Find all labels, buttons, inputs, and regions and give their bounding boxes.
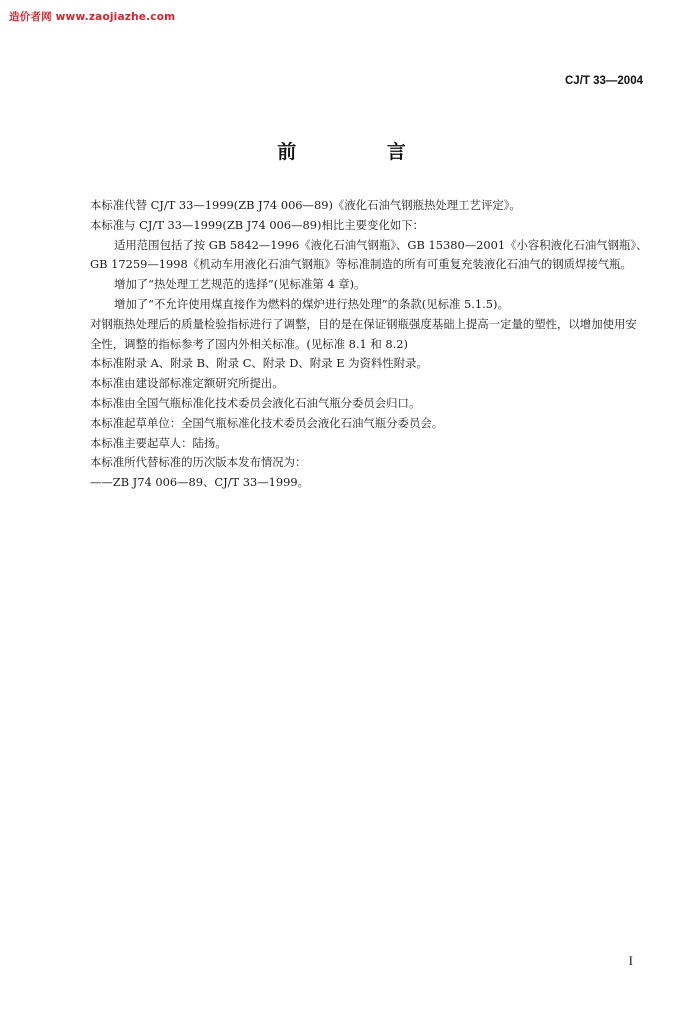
paragraph-centralized-by: 本标准由全国气瓶标准化技术委员会液化石油气瓶分委员会归口。 — [90, 395, 421, 410]
foreword-body — [90, 196, 648, 493]
paragraph-appendices: 本标准附录 A、附录 B、附录 C、附录 D、附录 E 为资料性附录。 — [90, 356, 428, 371]
paragraph-quality-indicators: 对钢瓶热处理后的质量检验指标进行了调整，目的是在保证钢瓶强度基础上提高一定量的塑性，以增加使用安全性，调整的指标参考了国内外相关标准。(见标准 8.1 和 8.2) — [90, 316, 637, 351]
paragraph-heat-treatment-selection: 增加了“热处理工艺规范的选择”(见标准第 4 章)。 — [114, 277, 366, 292]
paragraph-changes-intro: 本标准与 CJ/T 33—1999(ZB J74 006—89)相比主要变化如下： — [90, 217, 425, 232]
standard-number: CJ/T 33—2004 — [565, 75, 643, 87]
paragraph-history-intro: 本标准所代替标准的历次版本发布情况为： — [90, 455, 307, 470]
paragraph-main-drafters: 本标准主要起草人：陆扬。 — [90, 435, 227, 450]
paragraph-history-list: ——ZB J74 006—89、CJ/T 33—1999。 — [90, 475, 309, 490]
paragraph-scope-change: 适用范围包括了按 GB 5842—1996《液化石油气钢瓶》、GB 15380—2001《小容积液化石油气钢瓶》、GB 17259—1998《机动车用液化石油气钢瓶》等标准制造的所有可重复充装液化石油气的钢质焊接气瓶。 — [90, 237, 648, 272]
site-watermark: 造价者网 www.zaojiazhe.com — [9, 11, 176, 23]
paragraph-proposed-by: 本标准由建设部标准定额研究所提出。 — [90, 376, 284, 391]
paragraph-coal-furnace-clause: 增加了“不允许使用煤直接作为燃料的煤炉进行热处理”的条款(见标准 5.1.5)。 — [114, 296, 509, 311]
paragraph-drafting-unit: 本标准起草单位：全国气瓶标准化技术委员会液化石油气瓶分委员会。 — [90, 415, 444, 430]
paragraph-replaces: 本标准代替 CJ/T 33—1999(ZB J74 006—89)《液化石油气钢瓶热处理工艺评定》。 — [90, 198, 521, 212]
page-title: 前 言 — [277, 141, 448, 163]
page-number: I — [628, 953, 633, 968]
